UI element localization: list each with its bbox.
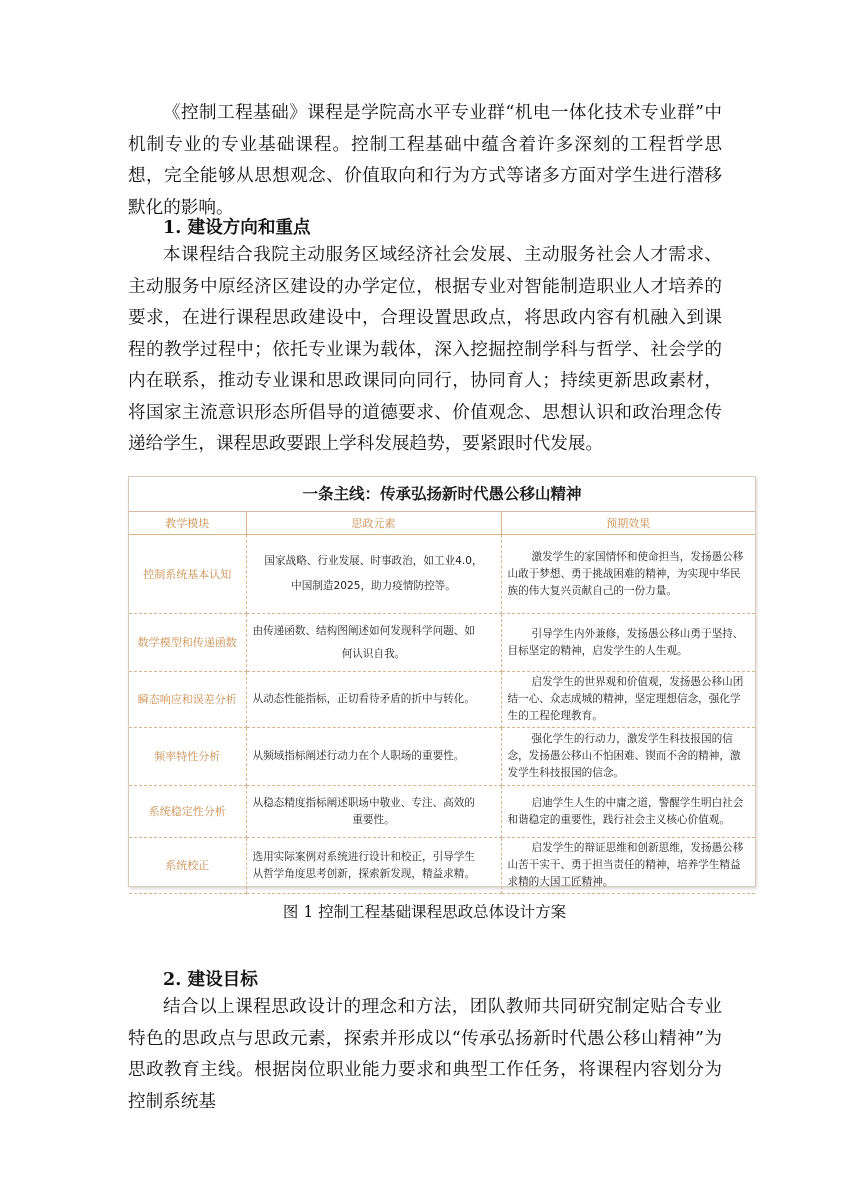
intro-paragraph: 《控制工程基础》课程是学院高水平专业群“机电一体化技术专业群”中机制专业的专业基础课程。控制工程基础中蕴含着许多深刻的工程哲学思想，完全能够从思想观念、价值取向和行为方式等诸多方面对学生进行潜移默化的影响。 [128,103,722,218]
table-row [129,535,755,614]
effect-cell: 激发学生的家国情怀和使命担当，发扬愚公移山敢于梦想、勇于挑战困难的精神，为实现中华民族的伟大复兴贡献自己的一份力量。 [501,535,755,614]
table-row [129,614,755,672]
element-line: 选用实际案例对系统进行设计和校正，引导学生 [252,850,475,863]
element-line: 从哲学角度思考创新，探索新发现，精益求精。 [252,867,475,880]
figure-caption: 图 1 控制工程基础课程思政总体设计方案 [282,903,567,921]
effect-cell: 引导学生内外兼修，发扬愚公移山勇于坚持、目标坚定的精神，启发学生的人生观。 [501,614,755,672]
element-cell [246,786,501,838]
effect-cell: 启迪学生人生的中庸之道，警醒学生明白社会和谐稳定的重要性，践行社会主义核心价值观。 [501,786,755,838]
element-cell [246,838,501,894]
element-line: 从动态性能指标，正切看待矛盾的折中与转化。 [252,693,475,705]
design-plan-table [129,512,755,894]
effect-cell: 启发学生的辩证思维和创新思维，发扬愚公移山苦干实干、勇于担当责任的精神，培养学生精益求精的大国工匠精神。 [501,838,755,894]
table-row [129,672,755,728]
effect-cell: 启发学生的世界观和价值观，发扬愚公移山团结一心、众志成城的精神，坚定理想信念，强化学生的工程伦理教育。 [501,672,755,728]
section-2-paragraph: 结合以上课程思政设计的理念和方法，团队教师共同研究制定贴合专业特色的思政点与思政元素，探索并形成以“传承弘扬新时代愚公移山精神”为思政教育主线。根据岗位职业能力要求和典型工作任务，将课程内容划分为控制系统基 [128,997,722,1112]
table-row [129,838,755,894]
element-cell [246,672,501,728]
module-cell: 控制系统基本认知 [129,535,246,614]
element-cell [246,535,501,614]
element-cell [246,614,501,672]
section-1-heading: 1. 建设方向和重点 [163,217,311,238]
element-line: 重要性。 [352,813,395,826]
table-row [129,786,755,838]
module-cell: 瞬态响应和误差分析 [129,672,246,728]
module-cell: 数学模型和传递函数 [129,614,246,672]
element-cell [246,728,501,786]
design-plan-figure [128,476,756,887]
module-cell: 系统稳定性分析 [129,786,246,838]
header-module: 教学模块 [129,512,246,535]
section-2-heading: 2. 建设目标 [163,969,258,990]
section-1-paragraph: 本课程结合我院主动服务区域经济社会发展、主动服务社会人才需求、主动服务中原经济区建设的办学定位，根据专业对智能制造职业人才培养的要求，在进行课程思政建设中，合理设置思政点，将思政内容有机融入到课程的教学过程中；依托专业课为载体，深入挖掘控制学科与哲学、社会学的内在联系，推动专业课和思政课同向同行，协同育人；持续更新思政素材，将国家主流意识形态所倡导的道德要求、价值观念、思想认识和政治理念传递给学生，课程思政要跟上学科发展趋势，要紧跟时代发展。 [128,245,722,454]
element-line: 国家战略、行业发展、时事政治，如工业4.0， [264,555,483,567]
header-element: 思政元素 [246,512,501,535]
table-header-row [129,512,755,535]
element-line: 何认识自我。 [341,647,406,660]
header-effect: 预期效果 [501,512,755,535]
module-cell: 频率特性分析 [129,728,246,786]
module-cell: 系统校正 [129,838,246,894]
element-line: 中国制造2025，助力疫情防控等。 [291,580,456,592]
element-line: 从稳态精度指标阐述职场中敬业、专注、高效的 [252,796,475,809]
element-line: 从频域指标阐述行动力在个人职场的重要性。 [252,750,465,762]
effect-cell: 强化学生的行动力，激发学生科技报国的信念，发扬愚公移山不怕困难、锲而不舍的精神，激发学生科技报国的信念。 [501,728,755,786]
element-line: 由传递函数、结构图阐述如何发现科学问题、如 [252,624,475,637]
figure-main-line-title: 一条主线：传承弘扬新时代愚公移山精神 [129,477,755,512]
table-row [129,728,755,786]
